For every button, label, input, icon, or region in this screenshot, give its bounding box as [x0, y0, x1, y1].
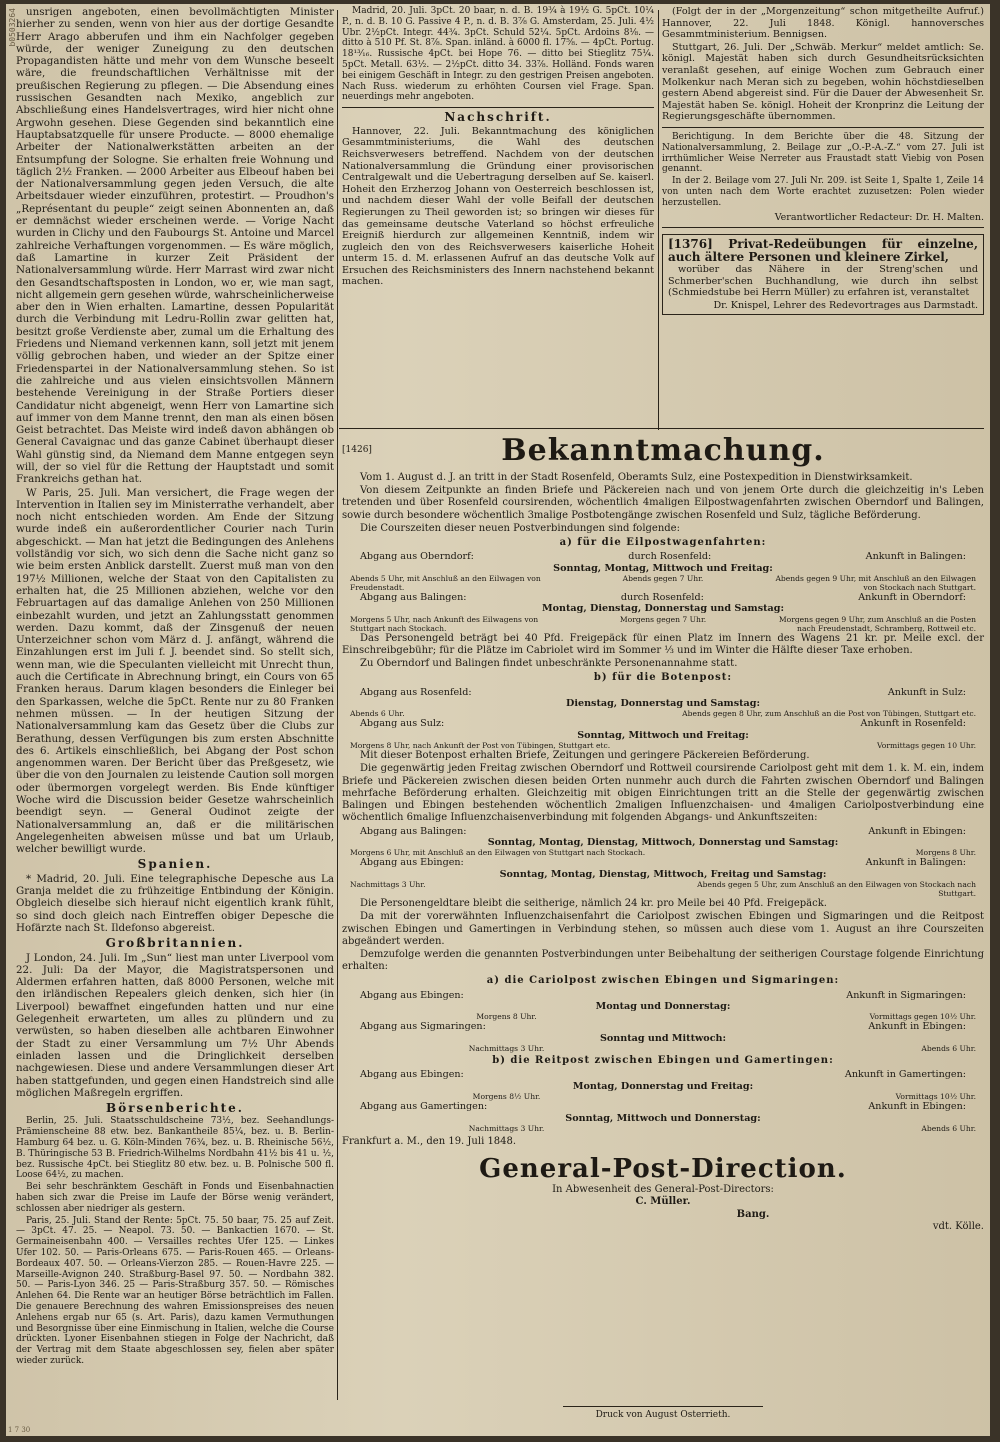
schedule-days: Sonntag und Mittwoch:	[599, 1032, 727, 1044]
schedule-heading: a) für die Eilpostwagenfahrten:	[559, 537, 767, 549]
schedule-cell: Ankunft in Ebingen:	[868, 825, 966, 837]
newspaper-page	[6, 4, 990, 1436]
schedule-cell: Abgang aus Sigmaringen:	[360, 1021, 486, 1033]
schedule-cell: Ankunft in Sigmaringen:	[846, 989, 966, 1001]
ad-number: [1376]	[668, 237, 713, 252]
schedule-times	[342, 1124, 984, 1133]
schedule-time: Morgens 8½ Uhr.	[472, 1092, 541, 1102]
divider	[342, 107, 654, 108]
schedule-row	[342, 826, 984, 837]
divider	[339, 428, 984, 429]
section-heading-nachschrift: Nachschrift.	[444, 110, 552, 125]
schedule-time: Abends gegen 9 Uhr, mit Anschluß an den Eilwagen von Stockach nach Stuttgart.	[775, 574, 977, 593]
schedule-time: Morgens gegen 9 Uhr, zum Anschluß an die Posten nach Freudenstadt, Schramberg, Rottweil etc.	[778, 614, 977, 633]
signature-2: Bang.	[736, 1208, 770, 1220]
imprint	[342, 1406, 984, 1420]
notice-paragraph: Die Personengeldtare bleibt die seitherige, nämlich 24 kr. pro Meile bei 40 Pfd. Freigepäck.	[360, 898, 827, 910]
section-heading-spain: Spanien.	[137, 857, 213, 872]
schedule-cell: Abgang aus Rosenfeld:	[360, 686, 472, 698]
schedule-time: Abends 6 Uhr.	[350, 709, 405, 719]
correction-note: Berichtigung. In dem Berichte über die 48. Sitzung der Nationalversammlung, 2. Beilage zur „O.-P.-A.-Z.“ vom 27. Juli ist irrthümlicher Weise Nerreter aus Fraustadt statt Viebig von Posen genannt.	[662, 131, 984, 175]
section-heading-boerse: Börsenberichte.	[106, 1101, 244, 1116]
stock-report: Madrid, 20. Juli. 3pCt. 20 baar, n. d. B. 19¾ à 19½ G. 5pCt. 10¼ P., n. d. B. 10 G. Passive 4 P., n. d. B. 3⅞ G. Amsterdam, 25. Juli. 4½ Ubr. 2½pCt. Integr. 44¾. 3pCt. Schuld 52¼. 5pCt. Ardoins 8⅛. — ditto à 510 Pf. St. 8⅞. Span. inländ. à 6000 fl. 17⅝. — 4pCt. Portug. 18¹³⁄₁₆. Russische 4pCt. bei Hope 76. — ditto bei Stieglitz 75¼. 5pCt. Metall. 63½. — 2½pCt. ditto 34. 33⅞. Holländ. Fonds waren bei einigem Geschäft in Integr. zu den gestrigen Preisen angeboten. Nach Russ. wiederum zu erhöhten Coursen viel Frage. Span. neuerdings mehr angeboten.	[342, 6, 654, 103]
schedule-cell: Abgang aus Balingen:	[360, 825, 467, 837]
schedule-time: Abends gegen 5 Uhr, zum Anschluß an den Eilwagen von Stockach nach Stuttgart.	[697, 880, 976, 899]
editor-line: Verantwortlicher Redacteur: Dr. H. Malten.	[774, 211, 984, 223]
schedule-cell: Ankunft in Balingen:	[865, 551, 966, 563]
schedule-cell: Ankunft in Gamertingen:	[844, 1069, 966, 1081]
schedule-times	[342, 741, 984, 750]
corner-number: 1 7 30	[8, 1426, 31, 1434]
schedule-row	[342, 1069, 984, 1080]
schedule-time: Morgens 8 Uhr.	[915, 848, 976, 858]
schedule-time: Abends 6 Uhr.	[921, 1124, 976, 1133]
schedule-times	[342, 615, 984, 633]
schedule-cell: Abgang aus Ebingen:	[360, 1069, 464, 1081]
schedule-heading: a) die Cariolpost zwischen Ebingen und Sigmaringen:	[486, 975, 840, 987]
article-paragraph: Hannover, 22. Juli. Bekanntmachung des königlichen Gesammtministeriums, die Wahl des deutschen Reichsverwesers betreffend. Nachdem von der deutschen Nationalversammlung die Gründung einer provisorischen Centralgewalt und die Uebertragung derselben auf Se. kaiserl. Hoheit den Erzherzog Johann von Oesterreich beschlossen ist, und nachdem dieser Wahl der volle Beifall der deutschen Regierungen zu Theil geworden ist; so bringen wir dieses für das gemeinsame deutsche Vaterland so höchst erfreuliche Ereigniß hierdurch zur allgemeinen Kenntniß, indem wir zugleich den von des Reichsverwesers kaiserliche Hoheit unterm 15. d. M. erlassenen Aufruf an das deutsche Volk auf Ersuchen des Reichsministers des Innern nachstehend bekannt machen.	[342, 125, 654, 288]
schedule-time: Abends gegen 7 Uhr.	[622, 574, 704, 584]
notice-paragraph: Da mit der vorerwähnten Influenzchaisenfahrt die Cariolpost zwischen Ebingen und Sigmaringen und die Reitpost zwischen Ebingen und Gamertingen in Verbindung stehen, so müssen auch diese vom 1. August an ihre Courszeiten abgeändert werden.	[342, 911, 984, 947]
schedule-days: Sonntag, Montag, Dienstag, Mittwoch, Freitag und Samstag:	[499, 868, 827, 880]
article-paragraph: W Paris, 25. Juli. Man versichert, die Frage wegen der Intervention in Italien sey im Ministerrathe verhandelt, aber noch nicht entschieden worden. Am Ende der Sitzung wurde indeß ein außerordentlicher Courier nach Turin abgeschickt. — Man hat jetzt die Bedingungen des Anlehens vollständig vor sich, wo sich denn die Sache nicht ganz so wie beim ersten Anblick darstellt. Zuerst muß man von den 197½ Millionen, welche der Staat von den Capitalisten zu erhalten hat, die 25 Millionen abziehen, welche vor den Februartagen auf das damalige Anlehen von 250 Millionen einbezahlt wurden, und jetzt an Zahlungsstatt genommen werden. Dazu kommt, daß der Zinsgenuß der neuen Unterzeichner schon vom März d. J. anfängt, während die Einzahlungen erst im Juli f. J. beendet sind. So stellt sich, wenn man, wie die Speculanten vielleicht mit Unrecht thun, auch die Certificate in Abrechnung bringt, ein Cours von 65 Franken heraus. Darum klagen besonders die Einleger bei den Sparkassen, welche die 5pCt. Rente nur zu 80 Franken nehmen müssen. — In der heutigen Sitzung der Nationalversammlung kam das Gesetz über die Clubs zur Berathung, dessen Verfügungen bis zum ersten Abschnitte des 6. Artikels einschließlich, bei Abgang der Post schon angenommen waren. Der Bericht über das Preßgesetz, wie über die von den Journalen zu leistende Caution soll morgen oder übermorgen vorgelegt werden. Bis Ende künftiger Woche wird die Discussion beider Gesetze wahrscheinlich beendigt seyn. — General Oudinot zeigte der Nationalversammlung an, daß er die militärischen Angelegenheiten abweisen müsse und bat um Urlaub, welcher bewilligt wurde.	[16, 486, 334, 856]
schedule-time: Morgens gegen 7 Uhr.	[619, 614, 707, 624]
schedule-row	[342, 551, 984, 562]
schedule-cell: Abgang aus Ebingen:	[360, 857, 464, 869]
schedule-times	[342, 709, 984, 718]
schedule-cell: Abgang aus Oberndorf:	[360, 551, 474, 563]
schedule-cell: Ankunft in Ebingen:	[868, 1021, 966, 1033]
signatory-note: In Abwesenheit des General-Post-Directors:	[552, 1184, 774, 1196]
divider	[662, 227, 984, 228]
post-notice	[342, 434, 984, 1399]
schedule-time: Morgens 6 Uhr, mit Anschluß an den Eilwagen von Stuttgart nach Stockach.	[350, 848, 646, 858]
left-column	[16, 6, 334, 1401]
article-paragraph: Stuttgart, 26. Juli. Der „Schwäb. Merkur“ meldet amtlich: Se. königl. Majestät haben sich durch Gesundheitsrücksichten veranlaßt gesehen, auf einige Wochen zum Gebrauch einer Molkenkur nach Meran sich zu begeben, wohin höchstdieselben gestern Abend abgereist sind. Für die Dauer der Abwesenheit Sr. Majestät haben Se. königl. Hoheit der Kronprinz die Leitung der Regierungsgeschäfte übernommen.	[662, 41, 984, 123]
notice-title: Bekanntmachung.	[501, 433, 825, 468]
schedule-times	[342, 880, 984, 898]
signature-vdt: vdt. Kölle.	[932, 1220, 984, 1232]
notice-paragraph: Von diesem Zeitpunkte an finden Briefe und Päckereien nach und von jenem Orte durch die gleichzeitig in's Leben tretenden und über Rosenfeld coursirenden, wöchentlich 4maligen Eilpostwagenfahrten zwischen Oberndorf und Balingen, sowie durch besondere wöchentlich 3malige Postbotengänge zwischen Rosenfeld und Sulz, tägliche Beförderung.	[342, 485, 984, 521]
schedule-cell: Ankunft in Ebingen:	[868, 1101, 966, 1113]
notice-paragraph: Mit dieser Botenpost erhalten Briefe, Zeitungen und geringere Päckereien Beförderung.	[360, 750, 810, 762]
schedule-time: Morgens 5 Uhr, nach Ankunft des Eilwagens von Stuttgart nach Stockach.	[350, 614, 539, 633]
schedule-cell: Ankunft in Sulz:	[887, 686, 966, 698]
schedule-days: Sonntag, Montag, Mittwoch und Freitag:	[553, 562, 773, 574]
schedule-time: Nachmittags 3 Uhr.	[468, 1124, 545, 1133]
schedule-cell: Ankunft in Balingen:	[865, 857, 966, 869]
advertisement	[662, 234, 984, 315]
notice-paragraph: Zu Oberndorf und Balingen findet unbeschränkte Personenannahme statt.	[360, 658, 738, 670]
article-paragraph: J London, 24. Juli. Im „Sun“ liest man unter Liverpool vom 22. Juli: Da der Mayor, die Magistratspersonen und Aldermen erfahren hatten, daß 8000 Personen, welche mit den irländischen Repealers gleich denken, sich hier (in Liverpool) bewaffnet eingefunden hatten und nur eine Gelegenheit erwarteten, um alles zu plündern und zu verwüsten, so haben dieselben alle achtbaren Einwohner der Stadt zu einer Versammlung um 7½ Uhr Abends einladen lassen und die Dringlichkeit derselben nachgewiesen. Diese und andere Versammlungen dieser Art haben stattgefunden, und gegen einen Handstreich sind alle möglichen Maßregeln ergriffen.	[16, 951, 334, 1099]
schedule-times	[342, 1044, 984, 1053]
section-heading-gb: Großbritannien.	[105, 936, 245, 951]
stock-report: Paris, 25. Juli. Stand der Rente: 5pCt. 75. 50 baar, 75. 25 auf Zeit. — 3pCt. 47. 25. — Neapol. 73. 50. — Bankactien 1670. — St. Germaineisenbahn 400. — Versailles rechtes Ufer 125. — Linkes Ufer 102. 50. — Paris-Orleans 675. — Paris-Rouen 465. — Orleans-Bordeaux 407. 50. — Orleans-Vierzon 285. — Rouen-Havre 225. — Marseille-Avignon 240. Straßburg-Basel 97. 50. — Nordbahn 382. 50. — Paris-Lyon 346. 25 — Paris-Straßburg 357. 50. — Römisches Anlehen 64. Die Rente war an heutiger Börse beträchtlich im Fallen. Die genauere Berechnung des wahren Emissionspreises des neuen Anlehens ergab nur 65 (s. Art. Paris), dazu kamen Vermuthungen und Besorgnisse über eine Einmischung in Italien, welche die Course drückten. Lyoner Eisenbahnen stiegen in Folge der Nachricht, daß der Vertrag mit dem Staate abgeschlossen sey, fielen aber später wieder zurück.	[16, 1215, 334, 1366]
schedule-cell: Ankunft in Oberndorf:	[858, 592, 966, 604]
schedule-time: Morgens 8 Uhr, nach Ankunft der Post von Tübingen, Stuttgart etc.	[350, 741, 611, 751]
schedule-times	[342, 848, 984, 857]
schedule-row	[342, 990, 984, 1001]
signature-1: C. Müller.	[635, 1196, 691, 1208]
imprint-text: Druck von August Osterrieth.	[595, 1410, 731, 1420]
schedule-days: Sonntag, Mittwoch und Freitag:	[577, 729, 749, 741]
schedule-row	[342, 857, 984, 868]
notice-number: [1426]	[342, 445, 372, 455]
notice-paragraph: Demzufolge werden die genannten Postverbindungen unter Beibehaltung der seitherigen Courstage folgende Einrichtung erhalten:	[342, 948, 984, 973]
schedule-row	[342, 592, 984, 603]
ad-heading: Privat-Redeübungen für einzelne, auch ältere Personen und kleinere Zirkel,	[668, 237, 978, 265]
signatory-office: General-Post-Direction.	[479, 1154, 847, 1185]
schedule-times	[342, 1092, 984, 1101]
divider	[563, 1406, 763, 1407]
schedule-cell: Ankunft in Rosenfeld:	[860, 718, 966, 730]
notice-date: Frankfurt a. M., den 19. Juli 1848.	[342, 1136, 517, 1147]
notice-paragraph: Die gegenwärtig jeden Freitag zwischen Oberndorf und Rottweil coursirende Cariolpost geht mit dem 1. k. M. ein, indem Briefe und Päckereien zwischen diesen beiden Orten nunmehr auch durch die Fahrten zwischen Oberndorf und Balingen mehrfache Beförderung erhalten. Gleichzeitig mit obigen Einrichtungen tritt an die Stelle der gegenwärtig zwischen Balingen und Ebingen bestehenden wöchentlich 2maligen Influenzchaisen- und 4maligen Cariolpostverbindung eine wöchentlich 6malige Influenzchaisenverbindung mit folgenden Abgangs- und Ankunftszeiten:	[342, 763, 984, 824]
article-paragraph: unsrigen angeboten, einen bevollmächtigten Minister hierher zu senden, wenn von hier aus der dortige Gesandte Herr Arago abberufen und ihm ein Nachfolger gegeben würde, der weniger Zuneigung zu den deutschen Propagandisten hätte und mehr von dem Wunsche beseelt wäre, die freundschaftlichen Verhältnisse mit der preußischen Regierung zu pflegen. — Die Absendung eines russischen Gesandten nach Mexiko, angeblich zur Abschließung eines Handelsvertrages, wird hier nicht ohne Argwohn gesehen. Diese Gegenden sind bekanntlich eine Hauptabsatzquelle für unsere Producte. — 8000 ehemalige Arbeiter der Nationalwerkstätten arbeiten an der Entsumpfung der Sologne. Sie erhalten freie Wohnung und täglich 2½ Franken. — 2000 Arbeiter aus Elbeouf haben bei der Nationalversammlung gegen jeden Versuch, die alte Arbeitsdauer wieder einzuführen, protestirt. — Proudhon's „Représentant du peuple“ zeigt seinen Abonnenten an, daß er demnächst wieder erscheinen werde. — Vorige Nacht wurden in Clichy und den Faubourgs St. Antoine und Marcel zahlreiche Verhaftungen vorgenommen. — Es wäre möglich, daß Lamartine in kurzer Zeit Präsident der Nationalversammlung würde. Herr Marrast wird zwar nicht den Gesandtschaftsposten in London, wo er, wie man sagt, nicht allgemein gern gesehen würde, wahrscheinlicherweise aber den in Wien erhalten. Lamartine, dessen Popularität durch die Verbindung mit Ledru-Rollin zwar gelitten hat, besitzt große Verdienste aber, zumal um die Erhaltung des Friedens und Niemand verkennen kann, soll jetzt mit jenem völlig gebrochen haben, und wieder an der Spitze einer Friedenspartei in der Nationalversammlung stehen. So ist die zahlreiche und aus vielen einsichtsvollen Männern bestehende Vereinigung in der Straße Portiers dieser Candidatur nicht abgeneigt, wenn Herr von Lamartine sich auf immer von dem Manne trennt, den man als einen bösen Geist betrachtet. Das Meiste wird indeß davon abhängen ob General Cavaignac und das ganze Cabinet überhaupt dieser Wahl günstig sind, da Niemand dem Manne entgegen seyn will, der so viel für die Rettung der Hauptstadt und somit Frankreichs gethan hat.	[16, 6, 334, 486]
archive-reference: b0503264	[8, 8, 17, 47]
ad-signature: Dr. Knispel, Lehrer des Redevortrages aus Darmstadt.	[713, 299, 978, 311]
schedule-cell: Abgang aus Ebingen:	[360, 989, 464, 1001]
article-paragraph: (Folgt der in der „Morgenzeitung“ schon mitgetheilte Aufruf.) Hannover, 22. Juli 1848. Königl. hannoversches Gesammtministerium. Bennigsen.	[662, 6, 984, 41]
ad-title	[668, 238, 978, 264]
notice-paragraph: Die Courszeiten dieser neuen Postverbindungen sind folgende:	[360, 522, 680, 534]
middle-column	[342, 6, 654, 289]
schedule-times	[342, 1012, 984, 1021]
schedule-cell: Abgang aus Balingen:	[360, 592, 467, 604]
notice-paragraph: Das Personengeld beträgt bei 40 Pfd. Freigepäck für einen Platz im Innern des Wagens 21 kr. pr. Meile excl. der Einschreibgebühr; für die Plätze im Cabriolet wird im Sommer ⅓ und im Winter die Hälfte dieser Taxe erhoben.	[342, 632, 984, 657]
column-rule	[658, 10, 659, 430]
schedule-row	[342, 687, 984, 698]
schedule-time: Morgens 8 Uhr.	[476, 1012, 537, 1022]
schedule-days: Montag, Donnerstag und Freitag:	[572, 1080, 754, 1092]
schedule-days: Montag, Dienstag, Donnerstag und Samstag:	[541, 603, 785, 615]
schedule-time: Nachmittags 3 Uhr.	[350, 880, 426, 890]
schedule-days: Sonntag, Montag, Dienstag, Mittwoch, Donnerstag und Samstag:	[487, 836, 839, 848]
schedule-days: Dienstag, Donnerstag und Samstag:	[566, 698, 760, 710]
stock-report: Berlin, 25. Juli. Staatsschuldscheine 73½, bez. Seehandlungs-Prämienscheine 88 etw. bez. Bankantheile 85¼, bez. u. B. Berlin-Hamburg 64 bez. u. G. Köln-Minden 76¾, bez. u. B. Rheinische 56½, B. Thüringische 53 B. Friedrich-Wilhelms Nordbahn 41½ bis 41 u. ½, bez. Russische 4pCt. bei Stieglitz 80 etw. bez. u. B. Polnische 500 fl. Loose 64½, zu machen.	[16, 1116, 334, 1181]
schedule-days: Montag und Donnerstag:	[595, 1000, 731, 1012]
schedule-time: Vormittags gegen 10 Uhr.	[876, 741, 976, 751]
stock-report: Bei sehr beschränktem Geschäft in Fonds und Eisenbahnactien haben sich zwar die Preise im Laufe der Börse wenig verändert, schlossen aber niedriger als gestern.	[16, 1182, 334, 1214]
schedule-time: Abends 5 Uhr, mit Anschluß an den Eilwagen von Freudenstadt.	[350, 574, 541, 593]
schedule-heading: b) die Reitpost zwischen Ebingen und Gamertingen:	[492, 1055, 834, 1067]
divider	[662, 127, 984, 128]
schedule-time: Nachmittags 3 Uhr.	[468, 1044, 545, 1054]
schedule-cell: Abgang aus Gamertingen:	[360, 1101, 488, 1113]
schedule-days: Sonntag, Mittwoch und Donnerstag:	[565, 1112, 761, 1124]
correction-note: In der 2. Beilage vom 27. Juli Nr. 209. ist Seite 1, Spalte 1, Zeile 14 von unten nach dem Worte erachtet zuzusetzen: Polen wieder herzustellen.	[662, 176, 984, 208]
schedule-time: Vormittags gegen 10½ Uhr.	[869, 1012, 976, 1022]
article-paragraph: * Madrid, 20. Juli. Eine telegraphische Depesche aus La Granja meldet die zu frühzeitige Entbindung der Königin. Obgleich dieselbe sich hierauf nicht eigentlich krank fühlt, so sind doch gleich nach Eintreffen obiger Depesche die Hofärzte nach St. Ildefonso abgereist.	[16, 872, 334, 934]
notice-paragraph: Vom 1. August d. J. an tritt in der Stadt Rosenfeld, Oberamts Sulz, eine Postexpedition in Dienstwirksamkeit.	[360, 472, 913, 483]
schedule-time: Abends gegen 8 Uhr, zum Anschluß an die Post von Tübingen, Stuttgart etc.	[682, 709, 976, 719]
schedule-row	[342, 1101, 984, 1112]
column-rule	[337, 10, 338, 1400]
schedule-times	[342, 574, 984, 592]
schedule-cell: durch Rosenfeld:	[620, 592, 704, 604]
schedule-heading: b) für die Botenpost:	[593, 672, 733, 684]
schedule-row	[342, 718, 984, 729]
ad-text: worüber das Nähere in der Streng'schen und Schmerber'schen Buchhandlung, wie durch ihn selbst (Schmiedstube bei Herrn Müller) zu erfahren ist, veranstaltet	[668, 264, 978, 299]
right-column	[662, 6, 984, 315]
schedule-cell: Abgang aus Sulz:	[360, 718, 445, 730]
schedule-time: Vormittags 10½ Uhr.	[895, 1092, 976, 1102]
schedule-cell: durch Rosenfeld:	[628, 551, 712, 563]
schedule-time: Abends 6 Uhr.	[921, 1044, 976, 1054]
schedule-row	[342, 1021, 984, 1032]
